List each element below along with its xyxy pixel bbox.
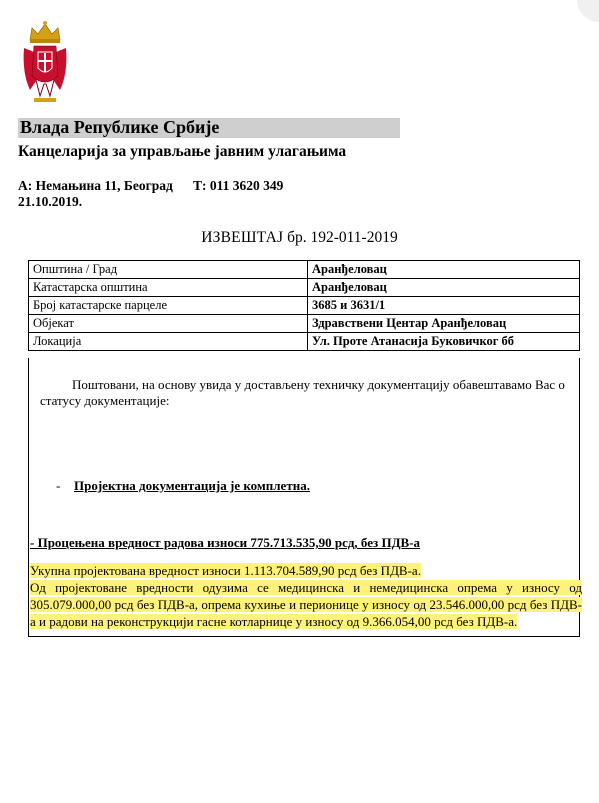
table-key: Општина / Град — [29, 261, 308, 279]
table-value: Ул. Проте Атанасија Буковичког бб — [308, 333, 580, 351]
highlighted-text: Од пројектоване вредности одузима се медицинска и немедицинска опрема у износу од 305.079.000,00 рсд без ПДВ-а, опрема кухиње и перионице у износу од 23.546.000,00 рсд без ПДВ-а и радови на реконструкцији гасне котларнице у износу од 9.366.054,00 рсд без ПДВ-а. — [30, 580, 582, 629]
estimated-value-line: - Процењена вредност радова износи 775.713.535,90 рсд, без ПДВ-а — [30, 535, 421, 550]
table-row — [29, 261, 580, 279]
report-label: ИЗВЕШТАЈ — [201, 229, 284, 246]
serbian-coat-of-arms-icon — [20, 18, 70, 106]
address-line: А: Немањина 11, Београд Т: 011 3620 349 — [18, 178, 284, 193]
table-row — [29, 333, 580, 351]
table-key: Локација — [29, 333, 308, 351]
list-dash: - — [56, 478, 61, 493]
office-name: Канцеларија за управљање јавним улагањима — [18, 143, 347, 160]
table-key: Број катастарске парцеле — [29, 297, 308, 315]
page-corner-decoration — [577, 0, 599, 22]
table-key: Катастарска општина — [29, 279, 308, 297]
deductions-paragraph — [30, 579, 582, 630]
document-date: 21.10.2019. — [18, 194, 83, 209]
table-row — [29, 279, 580, 297]
info-table — [28, 260, 580, 351]
government-title-bar — [18, 118, 400, 138]
table-row — [29, 297, 580, 315]
report-number: бр. 192-011-2019 — [287, 229, 398, 246]
total-value-paragraph — [30, 562, 582, 579]
list-item — [56, 478, 310, 494]
government-title: Влада Републике Србије — [20, 117, 220, 137]
report-title — [0, 229, 599, 247]
documentation-status: Пројектна документација је комплетна. — [74, 478, 310, 493]
table-value: 3685 и 3631/1 — [308, 297, 580, 315]
table-value: Здравствени Центар Аранђеловац — [308, 315, 580, 333]
table-value: Аранђеловац — [308, 261, 580, 279]
table-row — [29, 315, 580, 333]
table-key: Објекат — [29, 315, 308, 333]
intro-paragraph: Поштовани, на основу увида у достављену техничку документацију обавештавамо Вас о статусу документације: — [40, 377, 565, 408]
highlighted-text: Укупна пројектована вредност износи 1.113.704.589,90 рсд без ПДВ-а. — [30, 563, 421, 578]
table-value: Аранђеловац — [308, 279, 580, 297]
